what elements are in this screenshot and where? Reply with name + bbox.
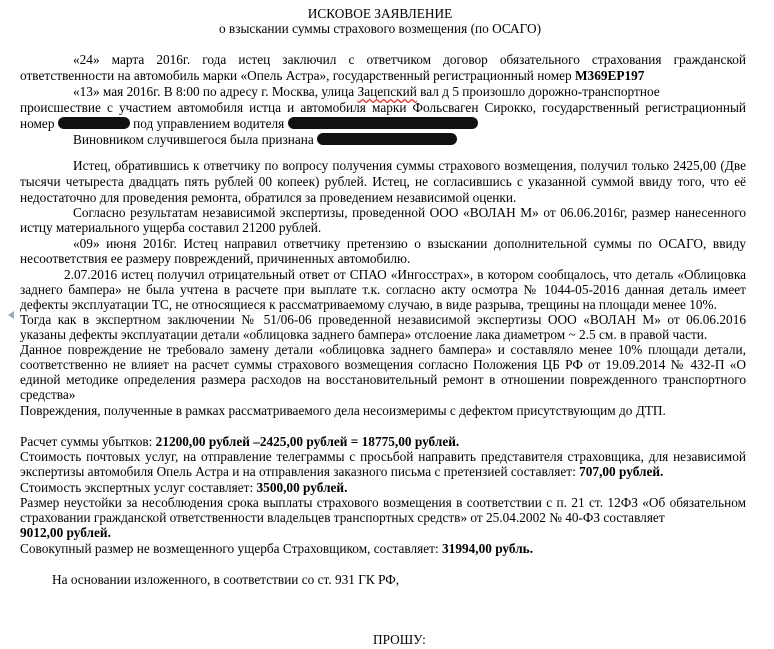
- postal-line2: [20, 464, 760, 480]
- p8-line3: Данное повреждение не требовало замену детали «облицовка заднего бампера» и составляло менее 10% площади детали,: [20, 342, 746, 357]
- p3-line1: [73, 132, 774, 148]
- p3-text: Виновником случившегося была признана: [73, 132, 318, 147]
- p8-line5: единой методике определения размера расходов на восстановительный ремонт в отношении поврежденного транспортного: [20, 372, 746, 387]
- p2-line2: происшествие с участием автомобиля истца и автомобиля марки Фольсваген Сирокко, государственный регистрационный: [20, 100, 746, 115]
- calc-line: [20, 434, 760, 450]
- p4-line1: Истец, обратившись к ответчику по вопросу получения суммы страхового возмещения, получил только 2425,00 (Две: [73, 158, 746, 173]
- basis-line: На основании изложенного, в соответствии со ст. 931 ГК РФ,: [52, 572, 400, 587]
- p2-line3-b: под управлением водителя: [129, 116, 288, 131]
- document-subtitle: о взыскании суммы страхового возмещения (по ОСАГО): [218, 21, 542, 36]
- penalty-line1: Размер неустойки за несоблюдения срока выплаты страхового возмещения в соответствии с п. 21 ст. 12ФЗ «Об обязательном: [20, 495, 746, 510]
- p4-line3: недостаточно для проведения ремонта, обратился за проведением независимой оценки.: [20, 190, 517, 205]
- redaction-mark: [317, 133, 457, 145]
- plate-number: М369ЕР197: [575, 68, 645, 83]
- p2-line3-a: номер: [20, 116, 58, 131]
- postal-text: экспертизы автомобиля Опель Астра и на отправления заказного письма с претензией составляет:: [20, 464, 580, 479]
- expert-value: 3500,00 рублей.: [256, 480, 348, 495]
- postal-line1: Стоимость почтовых услуг, на отправление телеграммы с просьбой направить представителя страховщика, для независимой: [20, 449, 746, 464]
- expert-label: Стоимость экспертных услуг составляет:: [20, 480, 257, 495]
- p2-line1-c: вал д 5 произошло дорожно-транспортное: [416, 84, 660, 99]
- p7-line3: дефекты эксплуатации ТС, не относящиеся к рассматриваемому случаю, в виде разрыва, трещины на площади менее 10%.: [20, 297, 717, 312]
- p4-line2: тысячи четыреста двадцать пять рублей 00 копеек) рублей. Истец, не согласившись с указанной суммой ввиду того, что её: [20, 174, 746, 189]
- redaction-mark: [288, 117, 478, 129]
- document-title: ИСКОВОЕ ЗАЯВЛЕНИЕ: [307, 6, 453, 21]
- paragraph-marker-icon: [8, 311, 14, 319]
- p2-line3: [20, 116, 760, 132]
- p7-line1: 2.07.2016 истец получил отрицательный ответ от СПАО «Ингосстрах», в котором сообщалось, что деталь «Облицовка: [64, 267, 746, 282]
- request-heading: ПРОШУ:: [373, 632, 426, 647]
- penalty-line2: страховании гражданской ответственности владельцев транспортных средств» от 25.04.2002 № 40-ФЗ составляет: [20, 510, 665, 525]
- p9-line1: Повреждения, полученные в рамках рассматриваемого дела несоизмеримы с дефектом присутствующим до ДТП.: [20, 403, 666, 418]
- total-value: 31994,00 рубль.: [442, 541, 534, 556]
- p1-line1: «24» марта 2016г. года истец заключил с ответчиком договор обязательного страхования гражданской: [73, 52, 746, 67]
- p1-line2-text: ответственности на автомобиль марки «Опель Астра», государственный регистрационный номер: [20, 68, 575, 83]
- penalty-line3: [20, 525, 760, 541]
- calc-label: Расчет суммы убытков:: [20, 434, 156, 449]
- calc-value: 21200,00 рублей –2425,00 рублей = 18775,00 рублей.: [155, 434, 460, 449]
- p7-line2: заднего бампера» не была учтена в расчете при выплате т.к. согласно акту осмотра № 1044-05-2016 данная деталь имеет: [20, 282, 746, 297]
- p5-line2: истцу материального ущерба составил 21200 рублей.: [20, 220, 322, 235]
- p6-line1: «09» июня 2016г. Истец направил ответчику претензию о взыскании дополнительной суммы по ОСАГО, ввиду: [73, 236, 746, 251]
- redaction-mark: [58, 117, 130, 129]
- penalty-value: 9012,00 рублей.: [20, 525, 111, 540]
- postal-value: 707,00 рублей.: [579, 464, 664, 479]
- p2-line1: [73, 84, 774, 100]
- p5-line1: Согласно результатам независимой экспертизы, проведенной ООО «ВОЛАН М» от 06.06.2016г, размер нанесенного: [73, 205, 746, 220]
- p8-line1: Тогда как в экспертном заключении № 51/06-06 проведенной независимой экспертизы ООО «ВОЛАН М» от 06.06.2016: [20, 312, 746, 327]
- p1-line2: [20, 68, 760, 84]
- p8-line6: средства»: [20, 387, 76, 402]
- expert-line: [20, 480, 760, 496]
- p6-line2: несоответствия ее размеру повреждений, причиненных автомобилю.: [20, 251, 411, 266]
- p8-line2: указаны дефекты эксплуатации детали «облицовка заднего бампера» отслоение лака диаметром ~ 2.5 см. в правой части.: [20, 327, 708, 342]
- street-name: Зацепский: [357, 84, 417, 99]
- total-label: Совокупный размер не возмещенного ущерба Страховщиком, составляет:: [20, 541, 443, 556]
- p8-line4: соответственно не влияет на расчет суммы страхового возмещения согласно Положения ЦБ РФ от 19.09.2014 № 432-П «О: [20, 357, 746, 372]
- total-line: [20, 541, 760, 557]
- p2-line1-a: «13» мая 2016г. В 8:00 по адресу г. Москва, улица: [73, 84, 358, 99]
